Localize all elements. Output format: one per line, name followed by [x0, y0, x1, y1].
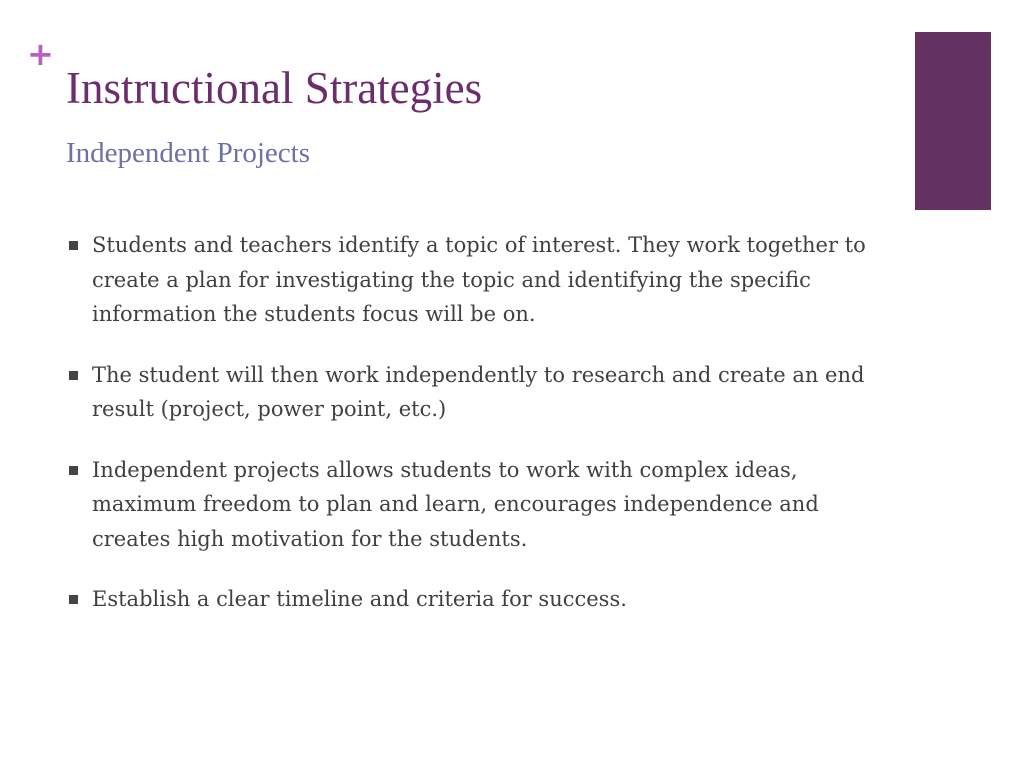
bullet-text: Establish a clear timeline and criteria for success.	[92, 587, 627, 611]
square-bullet-icon	[69, 241, 78, 250]
bullet-item	[66, 582, 896, 617]
bullet-text: Independent projects allows students to work with complex ideas, maximum freedom to plan and learn, encourages independence and creates high motivation for the students.	[92, 457, 819, 551]
bullet-item	[66, 453, 896, 557]
plus-icon: +	[27, 35, 54, 73]
square-bullet-icon	[69, 595, 78, 604]
bullet-item	[66, 228, 896, 332]
bullet-item	[66, 358, 896, 427]
bullet-text: Students and teachers identify a topic of interest. They work together to create a plan for investigating the topic and identifying the specific information the students focus will be on.	[92, 233, 866, 326]
square-bullet-icon	[69, 371, 78, 380]
accent-bar	[915, 32, 991, 210]
slide-title: Instructional Strategies	[66, 63, 483, 113]
slide-subtitle: Independent Projects	[66, 137, 311, 169]
square-bullet-icon	[69, 466, 78, 475]
bullet-list	[66, 228, 896, 643]
bullet-text: The student will then work independently to research and create an end result (project, power point, etc.)	[92, 362, 865, 421]
